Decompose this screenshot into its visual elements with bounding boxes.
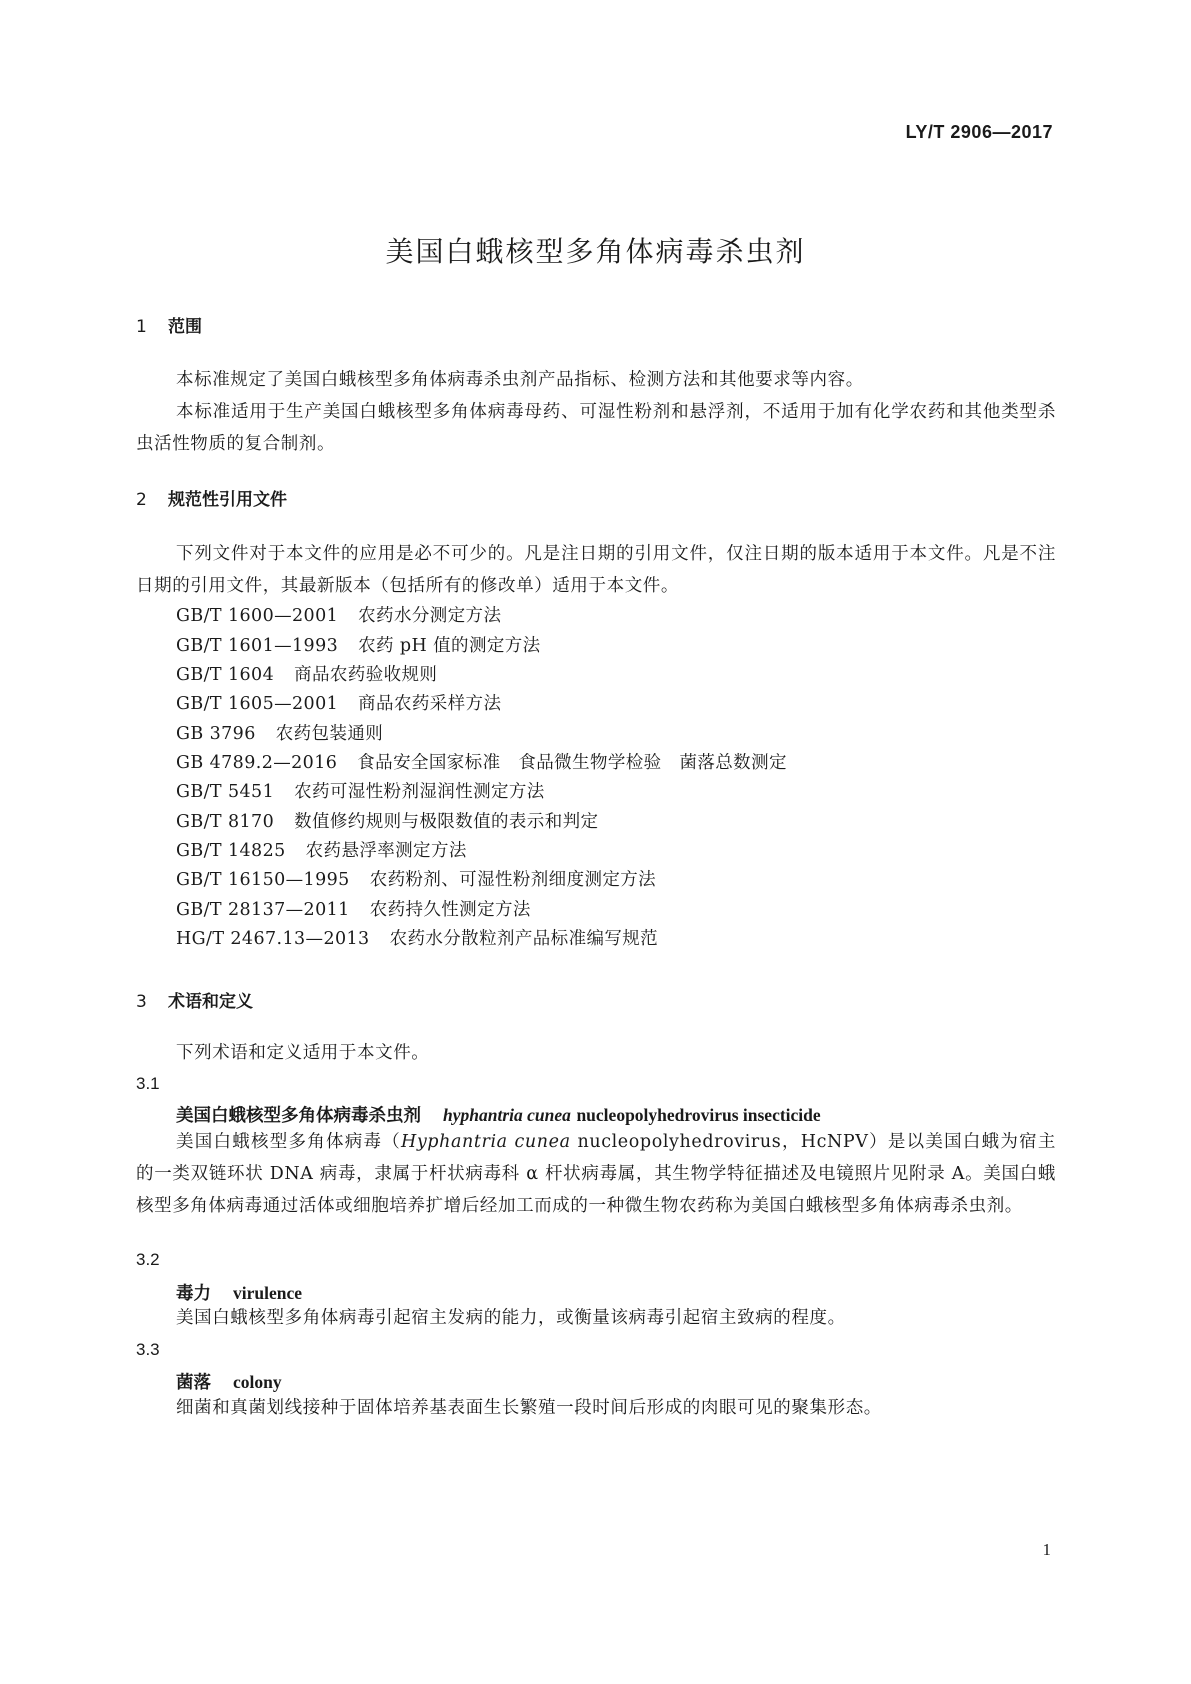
section-heading [136, 987, 253, 1012]
reference-name: 食品安全国家标准 食品微生物学检验 菌落总数测定 [357, 753, 787, 773]
section-heading [136, 312, 202, 337]
term-definition [136, 1126, 1056, 1222]
section-title: 规范性引用文件 [168, 490, 287, 510]
term-english: virulence [233, 1283, 303, 1303]
reference-code: GB/T 5451 [176, 782, 275, 802]
reference-code: GB/T 14825 [176, 841, 286, 861]
reference-code: GB/T 1604 [176, 665, 275, 685]
reference-item [176, 690, 501, 715]
definition-text: nucleopolyhedrovirus，HcNPV）是以美国白蛾为宿主的一类双链环状 DNA 病毒，隶属于杆状病毒科 α 杆状病毒属，其生物学特征描述及电镜照片见附录 A。美国白蛾核型多角体病毒通过活体或细胞培养扩增后经加工而成的一种微生物农药称为美国白蛾核型多角体病毒杀虫剂。 [136, 1132, 1056, 1216]
reference-code: GB/T 28137—2011 [176, 900, 350, 920]
term-title [176, 1102, 821, 1127]
reference-name: 商品农药采样方法 [358, 694, 502, 714]
page-title: 美国白蛾核型多角体病毒杀虫剂 [385, 235, 806, 268]
term-chinese: 毒力 [176, 1284, 211, 1304]
reference-code: GB 4789.2—2016 [176, 753, 338, 773]
reference-code: GB/T 16150—1995 [176, 870, 350, 890]
reference-name: 商品农药验收规则 [294, 665, 438, 685]
reference-name: 农药悬浮率测定方法 [305, 841, 467, 861]
page-number: 1 [1042, 1540, 1051, 1559]
definition-italic-text: Hyphantria cunea [400, 1132, 571, 1152]
term-english: colony [233, 1372, 282, 1392]
document-code: LY/T 2906—2017 [905, 122, 1053, 142]
reference-name: 农药可湿性粉剂湿润性测定方法 [294, 782, 545, 802]
term-english-italic: hyphantria cunea [443, 1105, 571, 1125]
reference-code: GB/T 1600—2001 [176, 606, 339, 626]
reference-code: GB/T 8170 [176, 812, 275, 832]
reference-code: HG/T 2467.13—2013 [176, 929, 370, 949]
reference-item [176, 778, 545, 803]
reference-item [176, 749, 787, 774]
reference-item [176, 632, 541, 657]
reference-item [176, 925, 658, 950]
term-number: 3.1 [136, 1074, 160, 1093]
section-number: 3 [136, 992, 147, 1012]
reference-name: 农药 pH 值的测定方法 [358, 636, 541, 656]
section-heading [136, 485, 287, 510]
term-definition: 细菌和真菌划线接种于固体培养基表面生长繁殖一段时间后形成的肉眼可见的聚集形态。 [176, 1398, 882, 1418]
reference-item [176, 896, 531, 921]
term-chinese: 美国白蛾核型多角体病毒杀虫剂 [176, 1106, 421, 1126]
reference-code: GB 3796 [176, 724, 256, 744]
paragraph: 下列文件对于本文件的应用是必不可少的。凡是注日期的引用文件，仅注日期的版本适用于本文件。凡是不注日期的引用文件，其最新版本（包括所有的修改单）适用于本文件。 [136, 544, 1056, 596]
term-number: 3.2 [136, 1250, 160, 1269]
reference-name: 农药水分测定方法 [358, 606, 502, 626]
term-title [176, 1369, 282, 1394]
reference-name: 农药粉剂、可湿性粉剂细度测定方法 [369, 870, 657, 890]
term-english: nucleopolyhedrovirus insecticide [576, 1105, 821, 1125]
reference-name: 农药包装通则 [275, 724, 384, 744]
reference-name: 数值修约规则与极限数值的表示和判定 [294, 812, 599, 832]
reference-item [176, 602, 501, 627]
reference-item [176, 720, 383, 745]
term-number: 3.3 [136, 1340, 160, 1359]
term-definition: 美国白蛾核型多角体病毒引起宿主发病的能力，或衡量该病毒引起宿主致病的程度。 [176, 1308, 846, 1328]
definition-text: 美国白蛾核型多角体病毒（ [176, 1132, 401, 1152]
reference-name: 农药持久性测定方法 [369, 900, 531, 920]
reference-item [176, 808, 598, 833]
term-chinese: 菌落 [176, 1373, 211, 1393]
reference-item [176, 866, 656, 891]
section-number: 2 [136, 490, 147, 510]
section-title: 范围 [168, 317, 202, 337]
reference-code: GB/T 1605—2001 [176, 694, 339, 714]
paragraph: 本标准规定了美国白蛾核型多角体病毒杀虫剂产品指标、检测方法和其他要求等内容。 [176, 370, 864, 390]
paragraph: 下列术语和定义适用于本文件。 [176, 1043, 430, 1063]
reference-name: 农药水分散粒剂产品标准编写规范 [389, 929, 659, 949]
reference-item [176, 837, 467, 862]
reference-code: GB/T 1601—1993 [176, 636, 339, 656]
paragraph: 本标准适用于生产美国白蛾核型多角体病毒母药、可湿性粉剂和悬浮剂，不适用于加有化学农药和其他类型杀虫活性物质的复合制剂。 [136, 402, 1056, 454]
section-number: 1 [136, 317, 147, 337]
section-title: 术语和定义 [168, 992, 253, 1012]
reference-item [176, 661, 437, 686]
